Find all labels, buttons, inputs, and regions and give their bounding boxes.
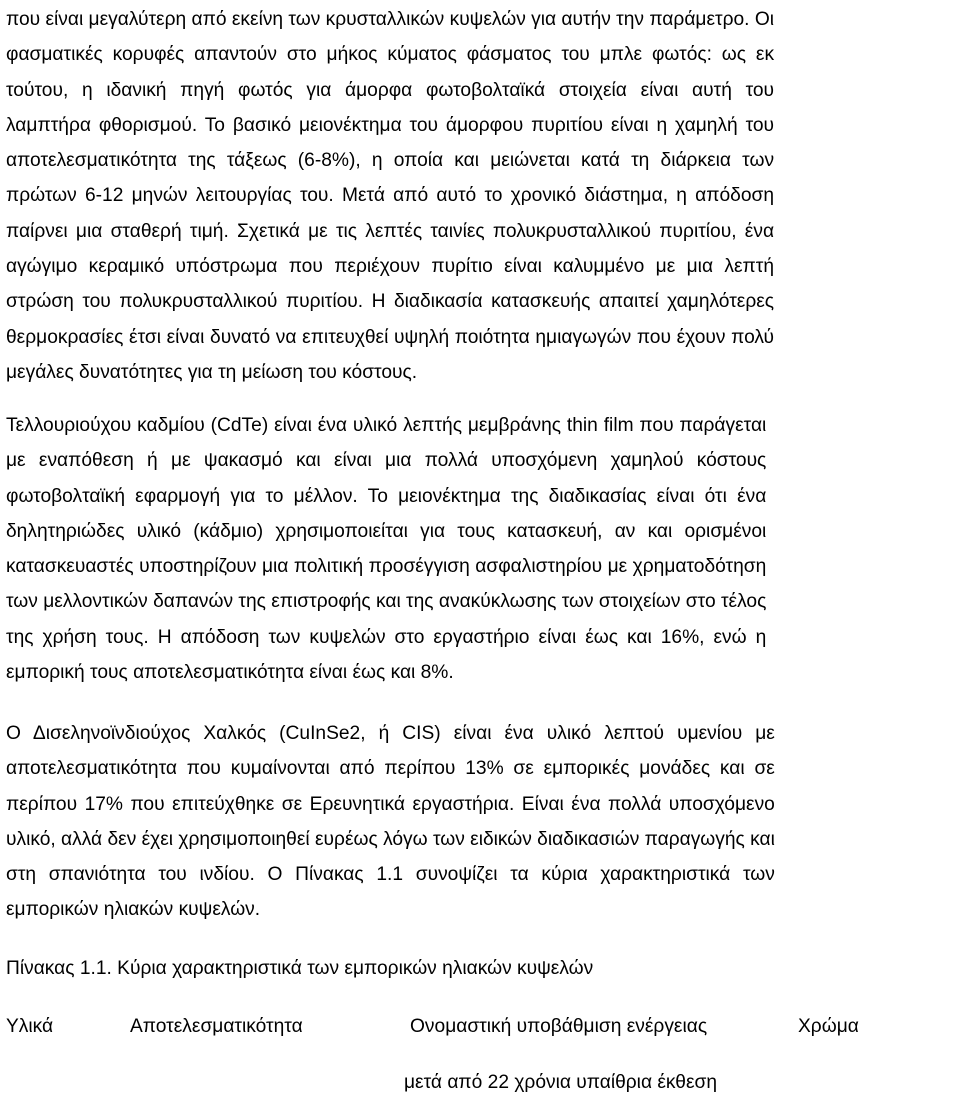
text-line: δηλητηριώδες υλικό (κάδμιο) χρησιμοποιείται για τους κατασκευή, αν και ορισμένοι	[6, 520, 767, 542]
text-line: εμπορικών ηλιακών κυψελών.	[6, 899, 261, 921]
text-line: μεγάλες δυνατότητες για τη μείωση του κόστους.	[6, 361, 418, 383]
text-line: φωτοβολταϊκή εφαρμογή για το μέλλον. Το μειονέκτημα της διαδικασίας είναι ότι ένα	[6, 485, 767, 507]
text-line: των μελλοντικών δαπανών της επιστροφής και της ανακύκλωσης των στοιχείων στο τέλος	[6, 591, 767, 613]
text-line: Ο Δισεληνοϊνδιούχος Χαλκός (CuInSe2, ή CIS) είναι ένα υλικό λεπτού υμενίου με	[6, 723, 775, 744]
text-line: κατασκευαστές υποστηρίζουν μια πολιτική προσέγγιση ασφαλιστηρίου με χρηματοδότηση	[6, 556, 767, 578]
text-line: περίπου 17% που επιτεύχθηκε σε Ερευνητικά εργαστήρια. Είναι ένα πολλά υποσχόμενο	[6, 793, 775, 815]
text-line: παίρνει μια σταθερή τιμή. Σχετικά με τις λεπτές ταινίες πολυκρυσταλλικού πυριτίου, ένα	[6, 220, 775, 242]
text-line: υλικό, αλλά δεν έχει χρησιμοποιηθεί ευρέως λόγω των ειδικών διαδικασιών παραγωγής και	[6, 828, 775, 850]
text-line: με εναπόθεση ή με ψακασμό και είναι μια πολλά υποσχόμενη χαμηλού κόστους	[6, 450, 767, 472]
paragraph-cis	[6, 716, 775, 928]
header-color: Χρώμα	[798, 1016, 859, 1037]
text-line: της χρήση τους. Η απόδοση των κυψελών στο εργαστήριο είναι έως και 16%, ενώ η	[6, 626, 767, 648]
text-line: λαμπτήρα φθορισμού. Το βασικό μειονέκτημα του άμορφου πυριτίου είναι η χαμηλή του	[6, 114, 775, 136]
text-line: τούτου, η ιδανική πηγή φωτός για άμορφα φωτοβολταϊκά στοιχεία είναι αυτή του	[6, 79, 775, 101]
text-line: θερμοκρασίες έτσι είναι δυνατό να επιτευχθεί υψηλή ποιότητα ημιαγωγών που έχουν πολύ	[6, 326, 775, 348]
text-line: που είναι μεγαλύτερη από εκείνη των κρυσταλλικών κυψελών για αυτήν την παράμετρο. Οι	[6, 9, 775, 30]
header-efficiency: Αποτελεσματικότητα	[130, 1016, 303, 1037]
text-line: Τελλουριούχου καδμίου (CdTe) είναι ένα υλικό λεπτής μεμβράνης thin film που παράγεται	[6, 415, 767, 436]
text-line: φασματικές κορυφές απαντούν στο μήκος κύματος φάσματος του μπλε φωτός: ως εκ	[6, 44, 775, 66]
text-line: εμπορική τους αποτελεσματικότητα είναι έως και 8%.	[6, 662, 454, 684]
paragraph-amorphous-silicon	[6, 2, 774, 390]
header-nominal-degradation: Ονομαστική υποβάθμιση ενέργειας	[410, 1016, 708, 1037]
paragraph-cdte	[6, 408, 766, 690]
text-line: αποτελεσματικότητα που κυμαίνονται από περίπου 13% σε εμπορικές μονάδες και σε	[6, 758, 775, 780]
header-materials: Υλικά	[6, 1016, 54, 1037]
table-caption: Πίνακας 1.1. Κύρια χαρακτηριστικά των εμπορικών ηλιακών κυψελών	[6, 958, 594, 979]
text-line: αποτελεσματικότητα της τάξεως (6-8%), η οποία και μειώνεται κατά τη διάρκεια των	[6, 150, 775, 172]
text-line: στρώση του πολυκρυσταλλικού πυριτίου. Η διαδικασία κατασκευής απαιτεί χαμηλότερες	[6, 291, 775, 313]
text-line: αγώγιμο κεραμικό υπόστρωμα που περιέχουν πυρίτιο είναι καλυμμένο με μια λεπτή	[6, 256, 775, 278]
text-line: πρώτων 6-12 μηνών λειτουργίας του. Μετά από αυτό το χρονικό διάστημα, η απόδοση	[6, 185, 775, 207]
text-line: στη σπανιότητα του ινδίου. Ο Πίνακας 1.1 συνοψίζει τα κύρια χαρακτηριστικά των	[6, 864, 775, 886]
table-subheader: μετά από 22 χρόνια υπαίθρια έκθεση	[404, 1072, 718, 1093]
